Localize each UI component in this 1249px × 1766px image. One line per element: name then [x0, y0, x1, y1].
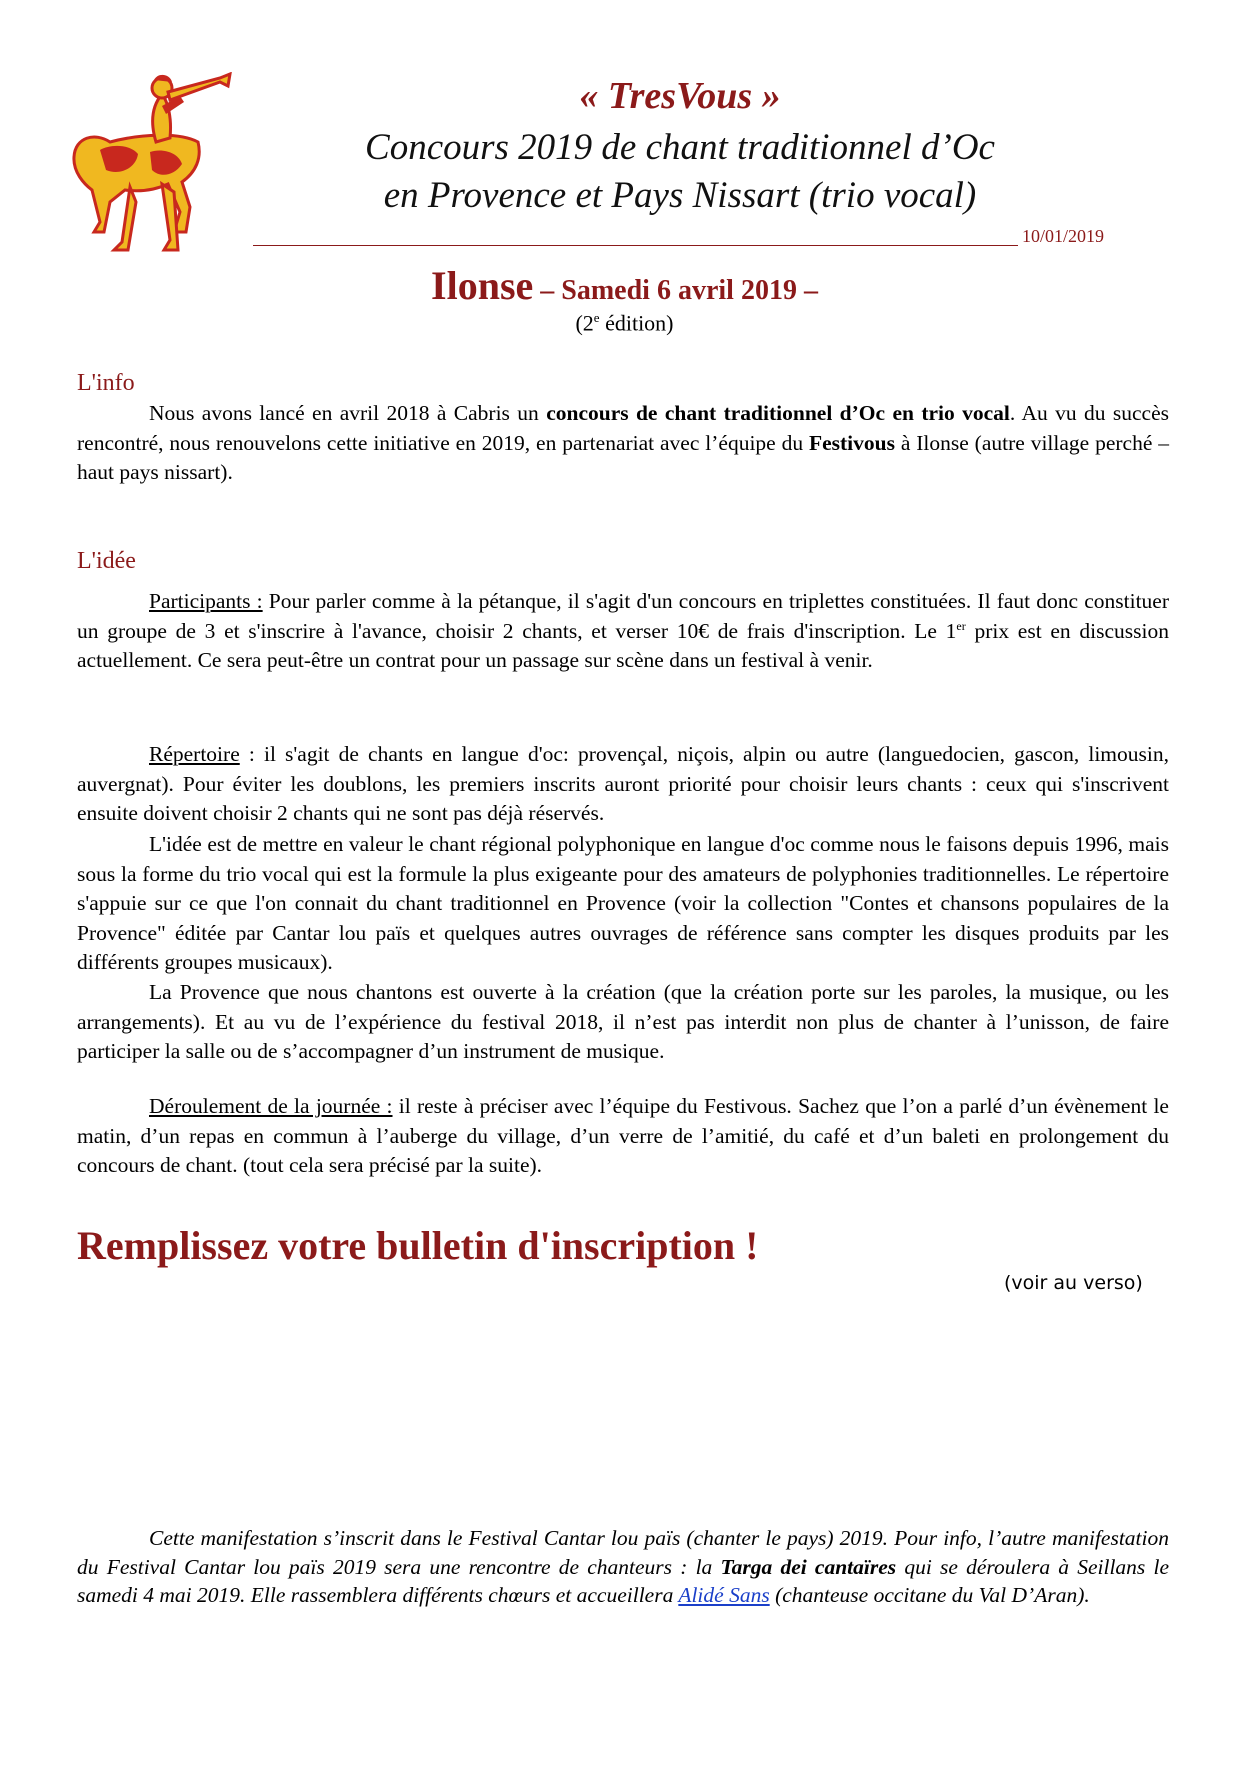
footer-text-3: (chanteuse occitane du Val D’Aran).: [769, 1583, 1090, 1607]
doc-title: « TresVous »: [579, 75, 781, 117]
info-text-2: . Au vu du succès rencontré, nous renouvelons cette initiative en 2019, en partenariat avec l’équipe du: [77, 401, 1169, 455]
info-paragraph: [77, 399, 1169, 488]
participants-text-2: prix est en discussion actuellement. Ce sera peut-être un contrat pour un passage sur scène dans un festival à venir.: [77, 618, 1169, 672]
repertoire-paragraph: [77, 740, 1169, 829]
repertoire-label: Répertoire: [149, 742, 240, 766]
verso-note: (voir au verso): [1004, 1272, 1143, 1294]
participants-text-1: Pour parler comme à la pétanque, il s'agit d'un concours en triplettes constituées. Il faut donc constituer un groupe de 3 et s'inscrire à l'avance, choisir 2 chants, et verser 10€ de frais d'inscription. Le 1: [77, 589, 1169, 643]
provence-paragraph: La Provence que nous chantons est ouverte à la création (que la création porte sur les paroles, la musique, ou les arrangements). Et au vu de l’expérience du festival 2018, il n’est pas interdit non plus de chanter à l’unisson, de faire participer la salle ou de s’accompagner d’un instrument de musique.: [77, 980, 1169, 1063]
footer-bold: Targa dei cantaïres: [720, 1554, 897, 1579]
footer-text-2: qui se déroulera à Seillans le samedi 4 mai 2019. Elle rassemblera différents chœurs et accueillera: [77, 1554, 1169, 1607]
footer-text-1: Cette manifestation s’inscrit dans le Festival Cantar lou païs (chanter le pays) 2019. Pour info, l’autre manifestation du Festival Cantar lou païs 2019 sera une rencontre de chanteurs : la: [77, 1526, 1169, 1579]
idea-paragraph: L'idée est de mettre en valeur le chant régional polyphonique en langue d'oc comme nous le faisons depuis 1996, mais sous la forme du trio vocal qui est la formule la plus exigeante pour des amateurs de polyphonies traditionnelles. Le répertoire s'appuie sur ce que l'on connait du chant traditionnel en Provence (voir la collection "Contes et chansons populaires de la Provence" éditée par Cantar lou païs et quelques autres ouvrages de référence sans compter les disques produits par les différents groupes musicaux).: [77, 832, 1169, 974]
deroulement-paragraph: [77, 1092, 1169, 1181]
section-heading-info: L'info: [77, 370, 135, 396]
repertoire-text: : il s'agit de chants en langue d'oc: provençal, niçois, alpin ou autre (languedocien, gascon, limousin, auvergnat). Pour éviter les doublons, les premiers inscrits auront priorité pour choisir leurs chants : ceux qui s'inscrivent ensuite doivent choisir 2 chants qui ne sont pas déjà réservés.: [77, 742, 1169, 825]
section-heading-idea: L'idée: [77, 548, 136, 574]
edition-open: (2: [575, 310, 594, 336]
participants-label: Participants :: [149, 589, 263, 613]
deroulement-label: Déroulement de la journée :: [149, 1094, 393, 1118]
info-bold-2: Festivous: [808, 430, 895, 455]
edition-close: édition): [599, 310, 674, 336]
event-date: – Samedi 6 avril 2019 –: [533, 275, 818, 306]
cta-heading: Remplissez votre bulletin d'inscription !: [77, 1223, 759, 1268]
info-text-3: à Ilonse (autre village perché – haut pays nissart).: [77, 430, 1169, 484]
header-rule: [253, 245, 1018, 246]
alide-sans-link[interactable]: Alidé Sans: [678, 1583, 770, 1607]
doc-date: 10/01/2019: [1022, 226, 1105, 246]
deroulement-text: il reste à préciser avec l’équipe du Festivous. Sachez que l’on a parlé d’un évènement le matin, d’un repas en commun à l’auberge du village, d’un verre de l’amitié, du café et d’un baleti en prolongement du concours de chant. (tout cela sera précisé par la suite).: [77, 1094, 1169, 1177]
info-text-1: Nous avons lancé en avril 2018 à Cabris un: [149, 401, 547, 425]
participants-sup: er: [956, 618, 966, 633]
info-bold-1: concours de chant traditionnel d’Oc en trio vocal: [546, 401, 1010, 425]
edition-sup: e: [593, 310, 600, 325]
rider-horn-icon: [70, 72, 235, 252]
subtitle-line-2: en Provence et Pays Nissart (trio vocal): [383, 175, 977, 216]
event-place: Ilonse: [431, 263, 534, 308]
edition-note: [0, 310, 1249, 336]
event-heading: [0, 262, 1249, 309]
participants-paragraph: [77, 587, 1169, 676]
subtitle-line-1: Concours 2019 de chant traditionnel d’Oc: [365, 127, 995, 168]
footer-paragraph: [77, 1524, 1169, 1610]
